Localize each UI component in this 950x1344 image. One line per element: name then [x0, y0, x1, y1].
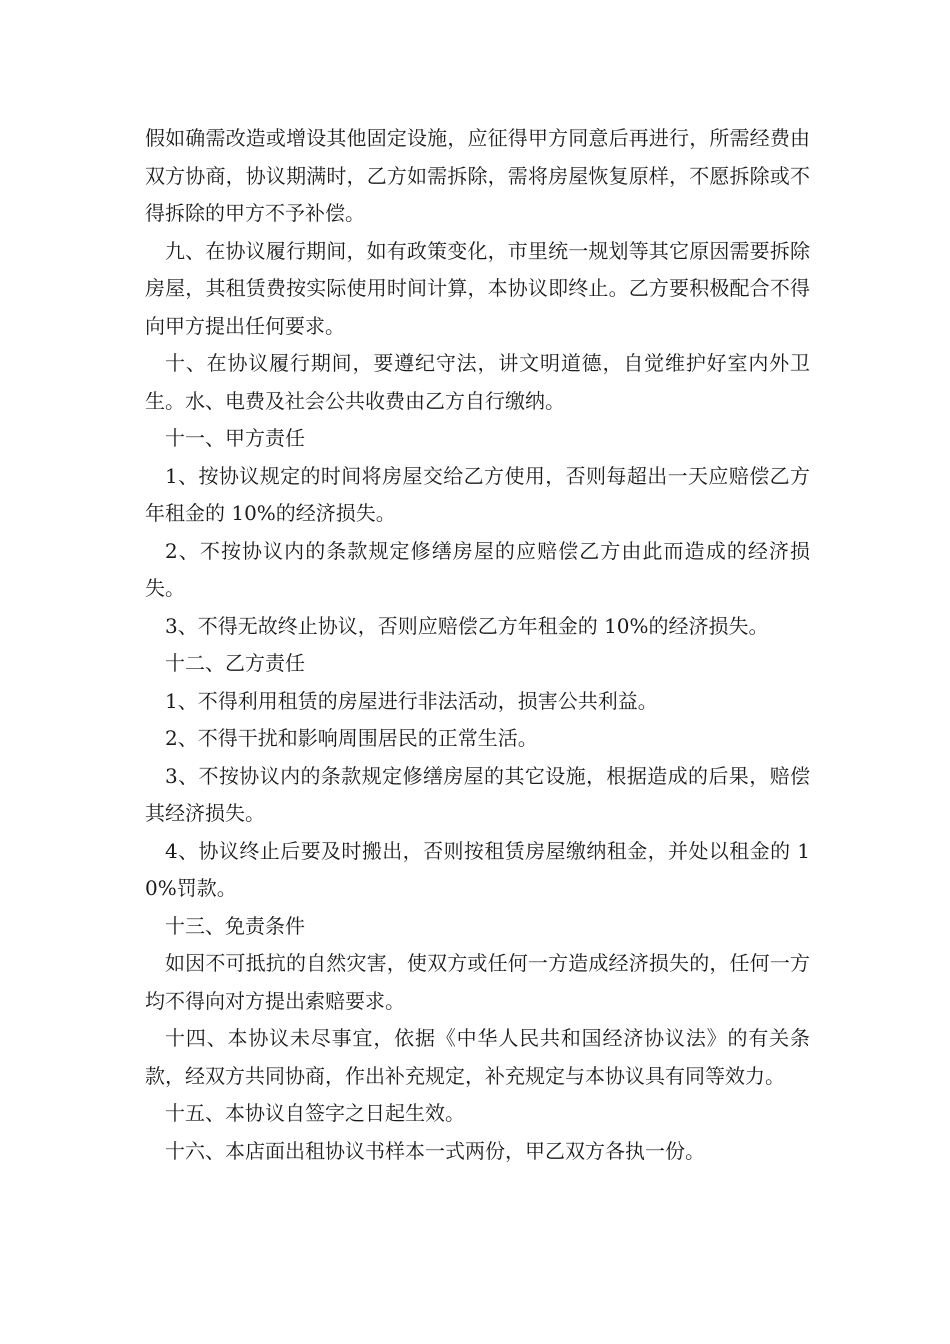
heading-party-b-duties: 十二、乙方责任 [165, 651, 305, 675]
paragraph-party-b-item-4: 4、协议终止后要及时搬出，否则按租赁房屋缴纳租金，并处以租金的 10%罚款。 [145, 838, 810, 900]
paragraph-party-b-item-3: 3、不按协议内的条款规定修缮房屋的其它设施，根据造成的后果，赔偿其经济损失。 [145, 763, 810, 825]
paragraph-clause-fifteen: 十五、本协议自签字之日起生效。 [165, 1101, 465, 1125]
paragraph-clause-ten: 十、在协议履行期间，要遵纪守法，讲文明道德，自觉维护好室内外卫生。水、电费及社会公共收费由乙方自行缴纳。 [145, 351, 810, 413]
paragraph-party-b-item-1: 1、不得利用租赁的房屋进行非法活动，损害公共利益。 [165, 688, 658, 713]
paragraph-exemption-body: 如因不可抵抗的自然灾害，使双方或任何一方造成经济损失的，任何一方均不得向对方提出索赔要求。 [145, 951, 810, 1013]
paragraph-party-a-item-2: 2、不按协议内的条款规定修缮房屋的应赔偿乙方由此而造成的经济损失。 [145, 538, 810, 600]
paragraph-clause-fourteen: 十四、本协议未尽事宜，依据《中华人民共和国经济协议法》的有关条款，经双方共同协商，作出补充规定，补充规定与本协议具有同等效力。 [145, 1026, 810, 1088]
heading-party-a-duties: 十一、甲方责任 [165, 426, 305, 450]
document-body [145, 120, 810, 1170]
heading-exemption: 十三、免责条件 [165, 913, 305, 938]
paragraph-party-a-item-1: 1、按协议规定的时间将房屋交给乙方使用，否则每超出一天应赔偿乙方年租金的 10%的经济损失。 [145, 463, 810, 525]
paragraph-clause-nine: 九、在协议履行期间，如有政策变化，市里统一规划等其它原因需要拆除房屋，其租赁费按实际使用时间计算，本协议即终止。乙方要积极配合不得向甲方提出任何要求。 [145, 238, 810, 338]
paragraph-fixed-facilities: 假如确需改造或增设其他固定设施，应征得甲方同意后再进行，所需经费由双方协商，协议期满时，乙方如需拆除，需将房屋恢复原样，不愿拆除或不得拆除的甲方不予补偿。 [145, 126, 810, 225]
paragraph-party-a-item-3: 3、不得无故终止协议，否则应赔偿乙方年租金的 10%的经济损失。 [165, 613, 769, 638]
paragraph-clause-sixteen: 十六、本店面出租协议书样本一式两份，甲乙双方各执一份。 [165, 1138, 705, 1163]
paragraph-party-b-item-2: 2、不得干扰和影响周围居民的正常生活。 [165, 726, 538, 750]
